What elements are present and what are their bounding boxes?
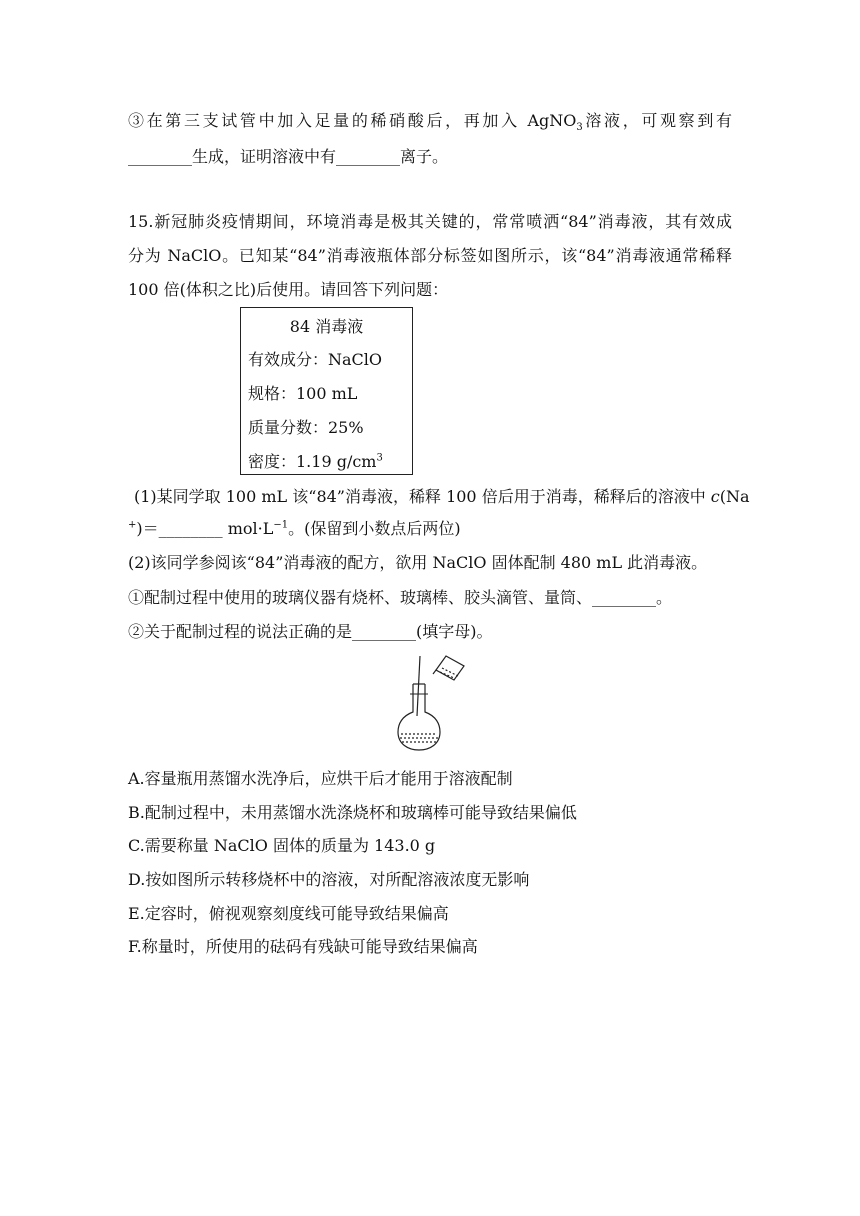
option-c: C.需要称量 NaClO 固体的质量为 143.0 g [128, 836, 436, 855]
q15-intro-line3: 100 倍(体积之比)后使用。请回答下列问题： [128, 280, 449, 299]
option-a: A.容量瓶用蒸馏水洗净后，应烘干后才能用于溶液配制 [128, 769, 513, 788]
volumetric-flask-icon [398, 684, 440, 750]
beaker-icon [433, 656, 464, 680]
q14-part3-line1: ③在第三支试管中加入足量的稀硝酸后，再加入 AgNO$_3$溶液，可观察到有 [128, 111, 732, 134]
q15-part2-intro: (2)该同学参阅该“84”消毒液的配方，欲用 NaClO 固体配制 480 mL 此消毒液。 [128, 553, 708, 572]
q15-part2-q2: ②关于配制过程的说法正确的是________(填字母)。 [128, 622, 493, 641]
q15-part2-q1: ①配制过程中使用的玻璃仪器有烧杯、玻璃棒、胶头滴管、量筒、________。 [128, 588, 673, 607]
disinfectant-label-box [240, 307, 413, 475]
option-f: F.称量时，所使用的砝码有残缺可能导致结果偏高 [128, 937, 478, 956]
q15-part1-line2: +)＝________ $mol\cdot L^{-1}$。(保留到小数点后两位) [128, 519, 461, 538]
option-e: E.定容时，俯视观察刻度线可能导致结果偏高 [128, 904, 449, 923]
label-density: 密度：1.19 $g/cm^3$ [248, 452, 383, 471]
label-spec: 规格：100 mL [248, 384, 358, 403]
label-title: 84 消毒液 [289, 317, 364, 336]
label-mass-fraction: 质量分数：25% [248, 418, 364, 437]
option-d: D.按如图所示转移烧杯中的溶液，对所配溶液浓度无影响 [128, 870, 530, 889]
label-ingredient: 有效成分：NaClO [248, 350, 383, 369]
q15-intro-line2: 分为 NaClO。已知某“84”消毒液瓶体部分标签如图所示，该“84”消毒液通常稀释 [128, 246, 732, 265]
glass-rod-icon [417, 656, 420, 716]
option-b: B.配制过程中，未用蒸馏水洗涤烧杯和玻璃棒可能导致结果偏低 [128, 803, 577, 822]
transfer-solution-diagram [396, 654, 468, 754]
q15-part1-line1: (1)某同学取 100 mL 该“84”消毒液，稀释 100 倍后用于消毒，稀释后的溶液中 c(Na [134, 487, 750, 506]
q14-part3-line2: ________生成，证明溶液中有________离子。 [128, 147, 449, 166]
q15-intro-line1: 15.新冠肺炎疫情期间，环境消毒是极其关键的，常常喷洒“84”消毒液，其有效成 [128, 212, 732, 231]
